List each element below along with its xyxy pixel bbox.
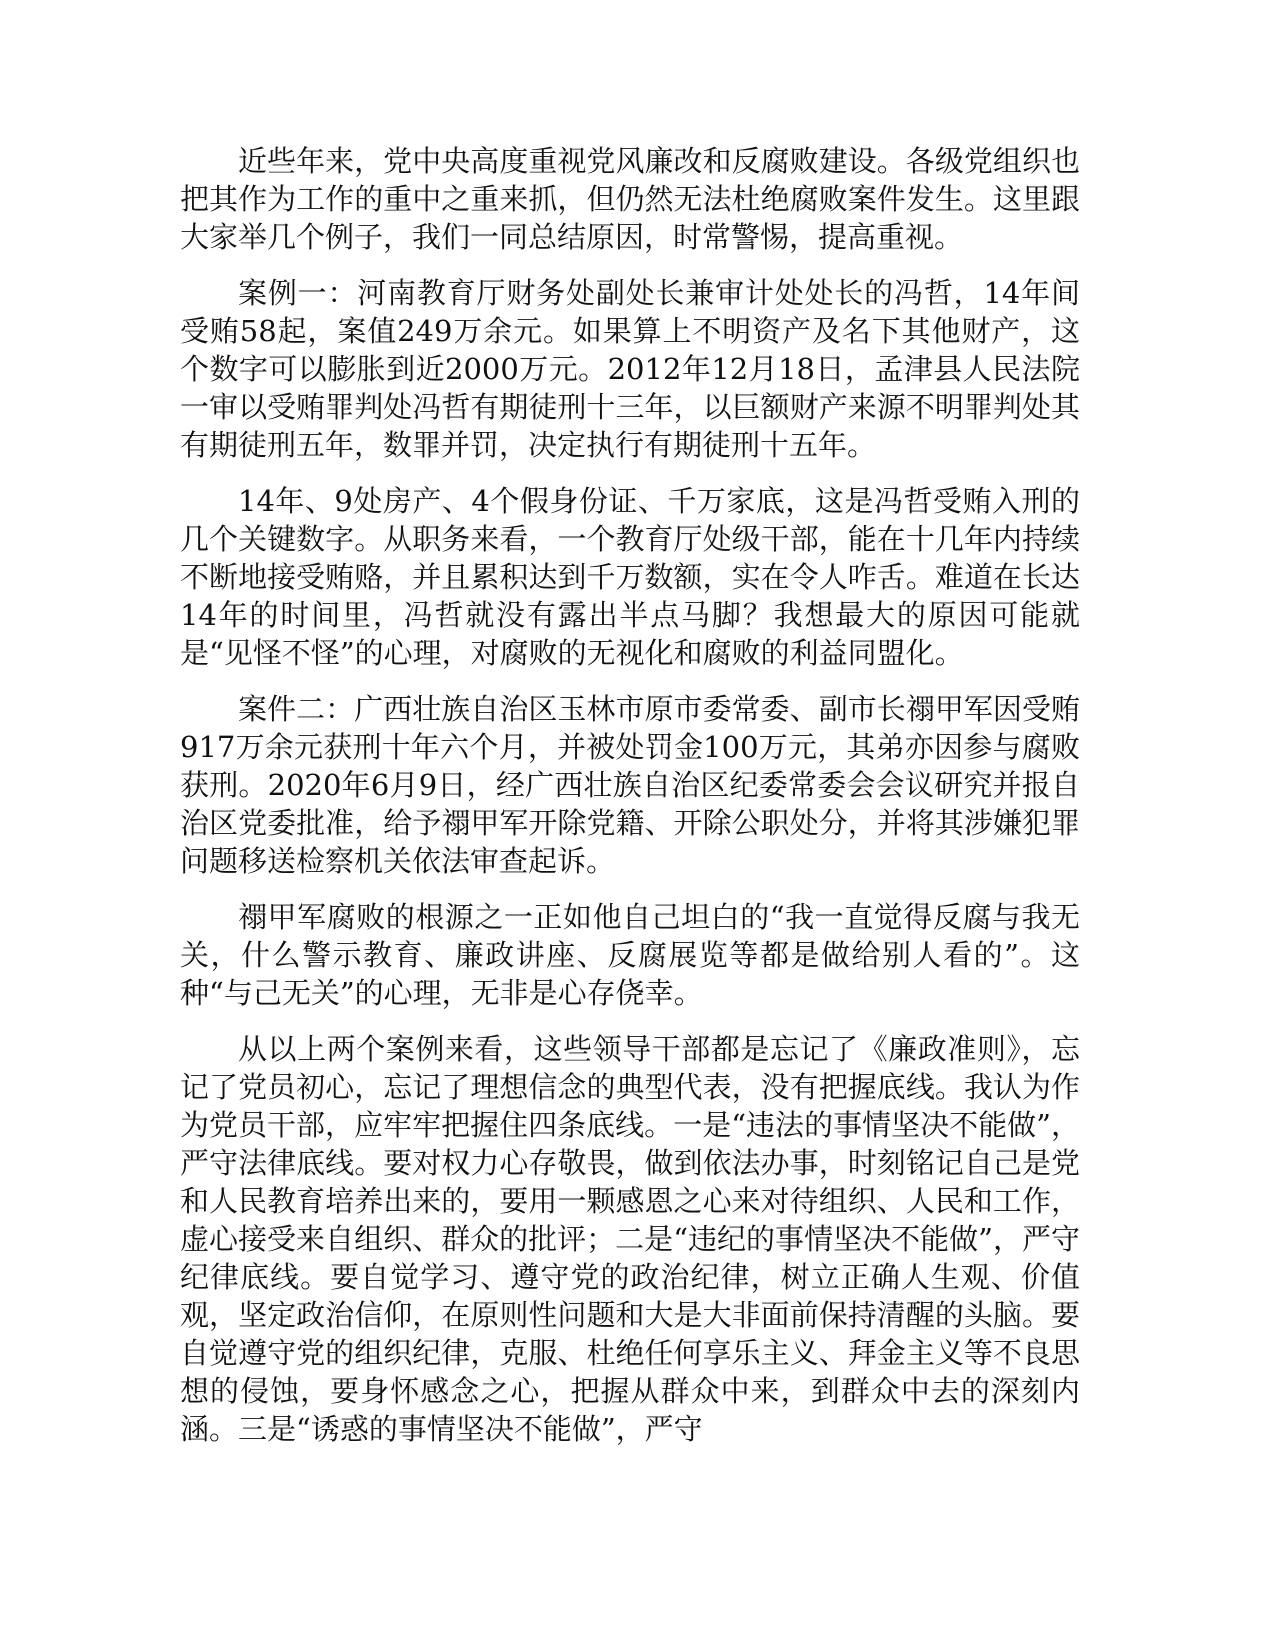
paragraph-intro: 近些年来，党中央高度重视党风廉改和反腐败建设。各级党组织也把其作为工作的重中之重来抓，但仍然无法杜绝腐败案件发生。这里跟大家举几个例子，我们一同总结原因，时常警惕，提高重视。	[180, 144, 1080, 254]
paragraph-case-two: 案件二：广西壮族自治区玉林市原市委常委、副市长禤甲军因受贿917万余元获刑十年六个月，并被处罚金100万元，其弟亦因参与腐败获刑。2020年6月9日，经广西壮族自治区纪委常委会会议研究并报自治区党委批准，给予禤甲军开除党籍、开除公职处分，并将其涉嫌犯罪问题移送检察机关依法审查起诉。	[180, 692, 1080, 878]
paragraph-case-two-analysis: 禤甲军腐败的根源之一正如他自己坦白的“我一直觉得反腐与我无关，什么警示教育、廉政讲座、反腐展览等都是做给别人看的”。这种“与己无关”的心理，无非是心存侥幸。	[180, 900, 1080, 1010]
paragraph-conclusion: 从以上两个案例来看，这些领导干部都是忘记了《廉政准则》，忘记了党员初心，忘记了理想信念的典型代表，没有把握底线。我认为作为党员干部，应牢牢把握住四条底线。一是“违法的事情坚决不能做”，严守法律底线。要对权力心存敬畏，做到依法办事，时刻铭记自己是党和人民教育培养出来的，要用一颗感恩之心来对待组织、人民和工作，虚心接受来自组织、群众的批评；二是“违纪的事情坚决不能做”，严守纪律底线。要自觉学习、遵守党的政治纪律，树立正确人生观、价值观，坚定政治信仰，在原则性问题和大是大非面前保持清醒的头脑。要自觉遵守党的组织纪律，克服、杜绝任何享乐主义、拜金主义等不良思想的侵蚀，要身怀感念之心，把握从群众中来，到群众中去的深刻内涵。三是“诱惑的事情坚决不能做”，严守	[180, 1032, 1080, 1446]
paragraph-case-one: 案例一：河南教育厅财务处副处长兼审计处处长的冯哲，14年间受贿58起，案值249万余元。如果算上不明资产及名下其他财产，这个数字可以膨胀到近2000万元。2012年12月18日，孟津县人民法院一审以受贿罪判处冯哲有期徒刑十三年，以巨额财产来源不明罪判处其有期徒刑五年，数罪并罚，决定执行有期徒刑十五年。	[180, 276, 1080, 462]
paragraph-case-one-analysis: 14年、9处房产、4个假身份证、千万家底，这是冯哲受贿入刑的几个关键数字。从职务来看，一个教育厅处级干部，能在十几年内持续不断地接受贿赂，并且累积达到千万数额，实在令人咋舌。难道在长达14年的时间里，冯哲就没有露出半点马脚？我想最大的原因可能就是“见怪不怪”的心理，对腐败的无视化和腐败的利益同盟化。	[180, 484, 1080, 670]
document-page	[180, 142, 1080, 1466]
